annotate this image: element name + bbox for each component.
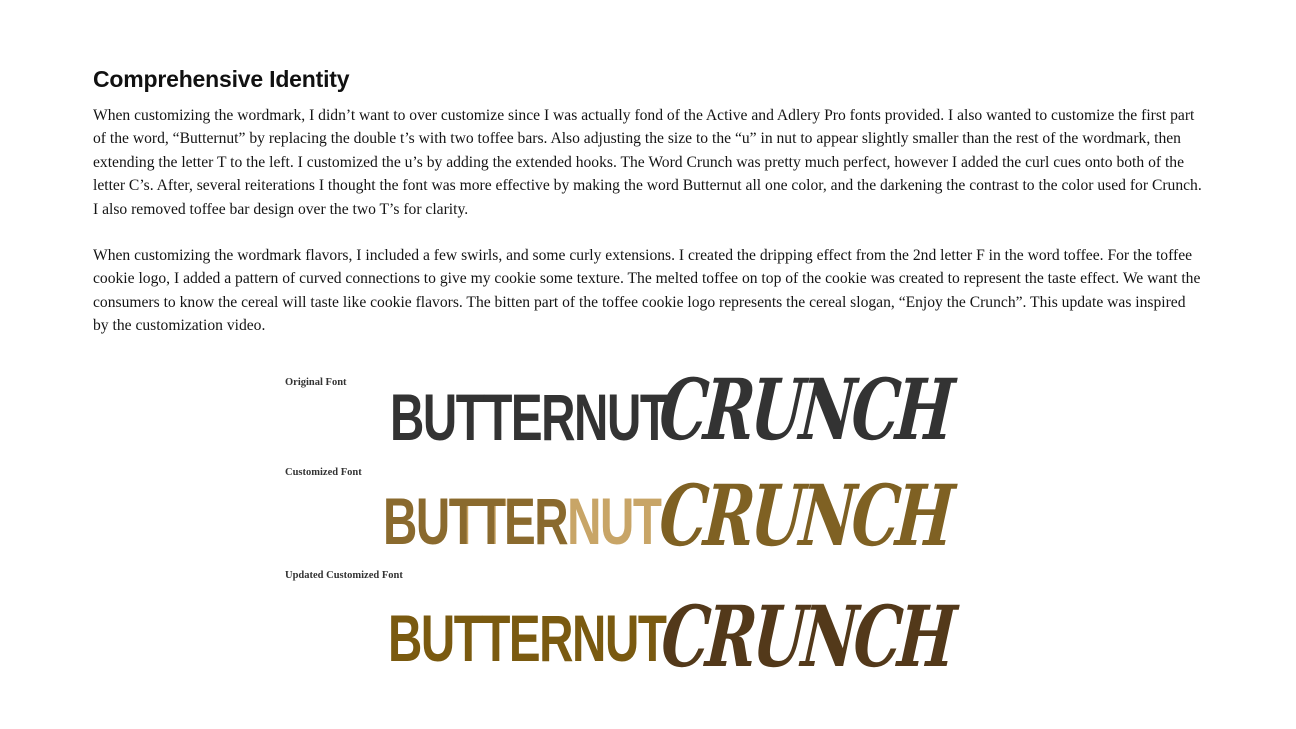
toffee-bar-tt: TT	[448, 484, 504, 558]
wordmark-label: Original Font	[285, 377, 347, 388]
wordmark-label: Updated Customized Font	[285, 570, 403, 581]
body-paragraph-wordmark: When customizing the wordmark, I didn’t want to over customize since I was actually fond of the Active and Adlery Pro fonts provided. I also wanted to customize the first part of the word, “Butternut” by replacing the double t’s with two toffee bars. Also adjusting the size to the “u” in nut to appear slightly smaller than the rest of the wordmark, then extending the letter T to the left. I customized the u’s by adding the extended hooks. The Word Crunch was pretty much perfect, however I added the curl cues onto both of the letter C’s. After, several reiterations I thought the font was more effective by making the word Butternut all one color, and the darkening the contrast to the color used for Crunch. I also removed toffee bar design over the two T’s for clarity.	[93, 107, 1202, 218]
wordmark-butternut-text: BUTTERNUT	[390, 380, 668, 454]
butternut-er: ER	[503, 484, 568, 558]
wordmark-butternut-text	[383, 484, 661, 558]
wordmark-butternut-text: BUTTERNUT	[388, 601, 666, 675]
wordmark-crunch-text: CRUNCH	[658, 587, 956, 686]
page-heading: Comprehensive Identity	[93, 66, 350, 92]
wordmark-label: Customized Font	[285, 467, 362, 478]
butternut-nut: NUT	[567, 484, 661, 558]
wordmark-crunch-text: CRUNCH	[656, 466, 954, 565]
wordmark-crunch-text: CRUNCH	[656, 360, 954, 459]
butternut-bu: BU	[383, 484, 449, 558]
body-paragraph-flavors: When customizing the wordmark flavors, I included a few swirls, and some curly extensions. I created the dripping effect from the 2nd letter F in the word toffee. For the toffee cookie logo, I added a pattern of curved connections to give my cookie some texture. The melted toffee on top of the cookie was created to represent the taste effect. We want the consumers to know the cereal will taste like cookie flavors. The bitten part of the toffee cookie logo represents the cereal slogan, “Enjoy the Crunch”. This update was inspired by the customization video.	[93, 247, 1201, 335]
